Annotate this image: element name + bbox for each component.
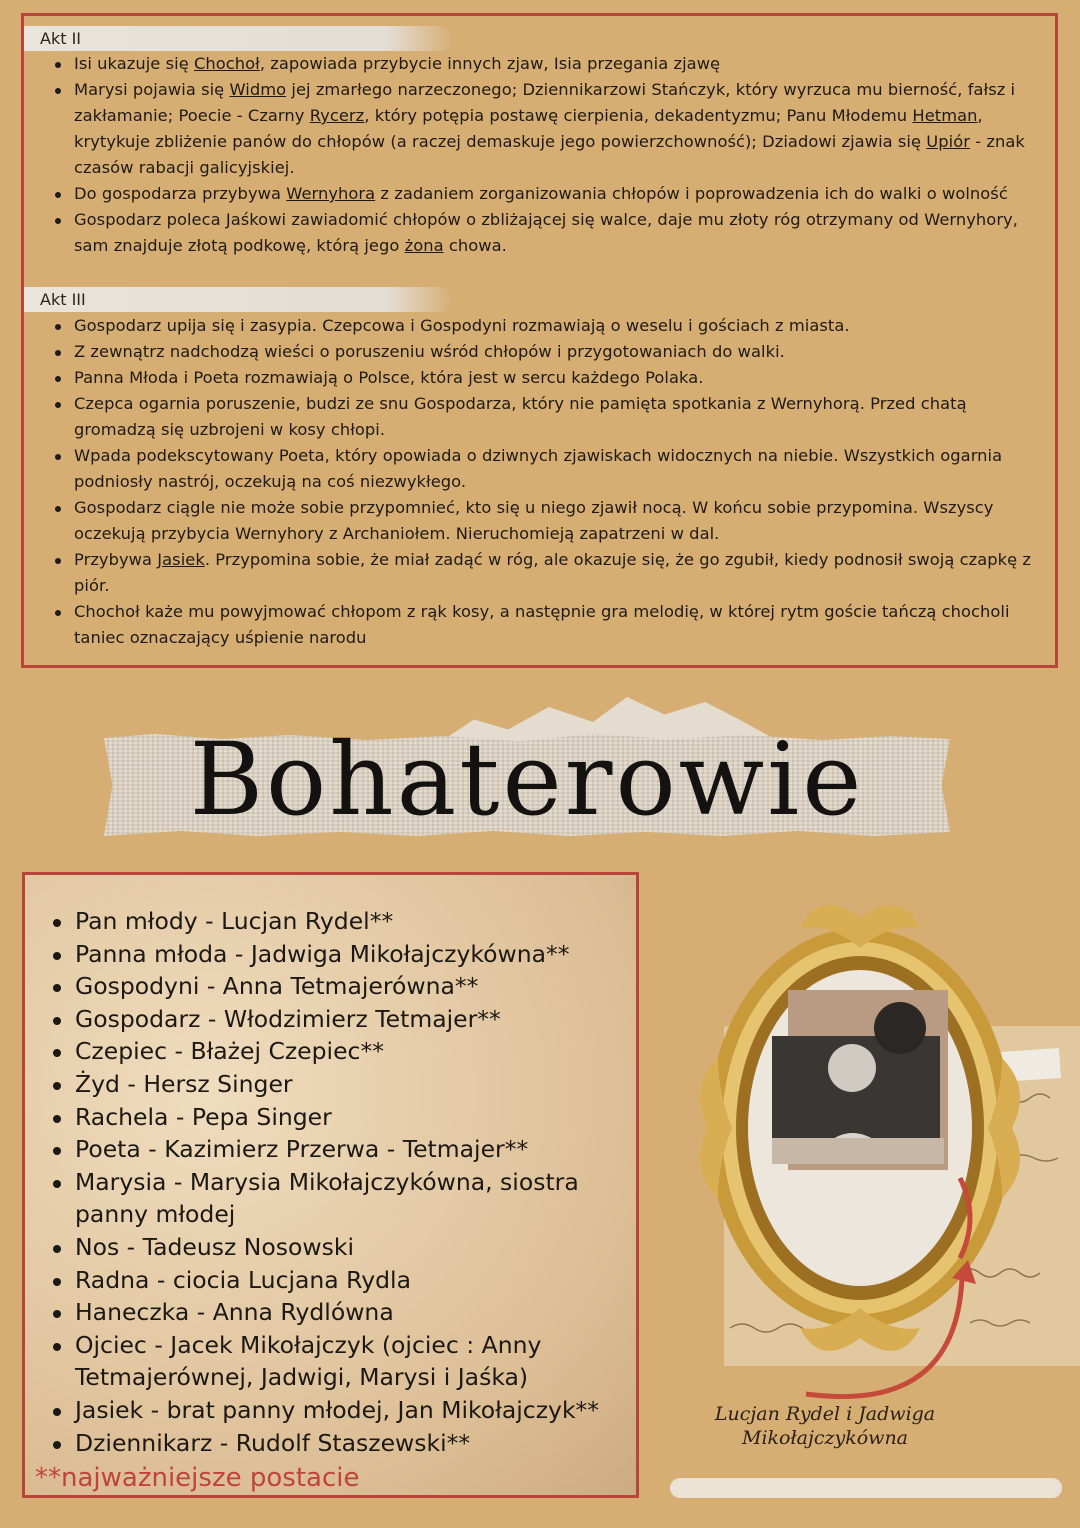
photo-collage: [660, 858, 1080, 1458]
character-item: Nos - Tadeusz Nosowski: [75, 1231, 615, 1264]
list-item: Gospodarz poleca Jaśkowi zawiadomić chłopów o zbliżającej się walce, daje mu złoty róg otrzymany od Wernyhory, sam znajduje złotą podkowę, którą jego żona chowa.: [74, 207, 1049, 259]
list-item: Wpada podekscytowany Poeta, który opowiada o dziwnych zjawiskach widocznych na niebie. Wszystkich ogarnia podniosły nastrój, oczekują na coś niezwykłego.: [74, 443, 1049, 495]
character-item: Haneczka - Anna Rydlówna: [75, 1296, 615, 1329]
list-item: Marysi pojawia się Widmo jej zmarłego narzeczonego; Dziennikarzowi Stańczyk, który wyrzuca mu bierność, fałsz i zakłamanie; Poecie - Czarny Rycerz, który potępia postawę cierpienia, dekadentyzmu; Panu Młodemu Hetman, krytykuje zbliżenie panów do chłopów (a raczej demaskuje jego powierzchowność); Dziadowi zjawia się Upiór - znak czasów rabacji galicyjskiej.: [74, 77, 1049, 181]
list-item: Przybywa Jasiek. Przypomina sobie, że miał zadąć w róg, ale okazuje się, że go zgubił, kiedy podnosił swoją czapkę z piór.: [74, 547, 1049, 599]
characters-list: [75, 905, 615, 1459]
character-item: Gospodyni - Anna Tetmajerówna**: [75, 970, 615, 1003]
plot-summary-box: [21, 13, 1058, 668]
character-item: Pan młody - Lucjan Rydel**: [75, 905, 615, 938]
bottom-paper-strip: [670, 1478, 1062, 1498]
character-item: Jasiek - brat panny młodej, Jan Mikołajczyk**: [75, 1394, 615, 1427]
list-item: Gospodarz ciągle nie może sobie przypomnieć, kto się u niego zjawił nocą. W końcu sobie przypomina. Wszyscy oczekują przybycia Wernyhory z Archaniołem. Nieruchomieją zapatrzeni w dal.: [74, 495, 1049, 547]
list-item: Panna Młoda i Poeta rozmawiają o Polsce, która jest w sercu każdego Polaka.: [74, 365, 1049, 391]
character-item: Radna - ciocia Lucjana Rydla: [75, 1264, 615, 1297]
list-item: Chochoł każe mu powyjmować chłopom z rąk kosy, a następnie gra melodię, w której rytm goście tańczą chocholi taniec oznaczający uśpienie narodu: [74, 599, 1049, 651]
photo-caption: [670, 1402, 980, 1450]
caption-line-2: Mikołajczykówna: [741, 1427, 909, 1449]
caption-line-1: Lucjan Rydel i Jadwiga: [714, 1403, 936, 1425]
character-item: Czepiec - Błażej Czepiec**: [75, 1035, 615, 1068]
act-3-label: Akt III: [24, 287, 452, 312]
character-item: Żyd - Hersz Singer: [75, 1068, 615, 1101]
page-title: Bohaterowie: [189, 721, 865, 838]
characters-box: [22, 872, 639, 1498]
act-2-list: [74, 51, 1049, 259]
footnote: **najważniejsze postacie: [35, 1463, 360, 1493]
character-item: Panna młoda - Jadwiga Mikołajczykówna**: [75, 938, 615, 971]
character-item: Poeta - Kazimierz Przerwa - Tetmajer**: [75, 1133, 615, 1166]
list-item: Do gospodarza przybywa Wernyhora z zadaniem zorganizowania chłopów i poprowadzenia ich do walki o wolność: [74, 181, 1049, 207]
list-item: Czepca ogarnia poruszenie, budzi ze snu Gospodarza, który nie pamięta spotkania z Wernyhorą. Przed chatą gromadzą się uzbrojeni w kosy chłopi.: [74, 391, 1049, 443]
character-item: Rachela - Pepa Singer: [75, 1101, 615, 1134]
character-item: Ojciec - Jacek Mikołajczyk (ojciec : Anny Tetmajerównej, Jadwigi, Marysi i Jaśka): [75, 1329, 615, 1394]
list-item: Isi ukazuje się Chochoł, zapowiada przybycie innych zjaw, Isia przegania zjawę: [74, 51, 1049, 77]
act-2-label: Akt II: [24, 26, 452, 51]
act-3-list: [74, 313, 1049, 651]
character-item: Dziennikarz - Rudolf Staszewski**: [75, 1427, 615, 1460]
character-item: Gospodarz - Włodzimierz Tetmajer**: [75, 1003, 615, 1036]
woman-head: [828, 1044, 876, 1092]
character-item: Marysia - Marysia Mikołajczykówna, siostra panny młodej: [75, 1166, 615, 1231]
list-item: Z zewnątrz nadchodzą wieści o poruszeniu wśród chłopów i przygotowaniach do walki.: [74, 339, 1049, 365]
man-head: [874, 1002, 926, 1054]
list-item: Gospodarz upija się i zasypia. Czepcowa i Gospodyni rozmawiają o weselu i gościach z miasta.: [74, 313, 1049, 339]
